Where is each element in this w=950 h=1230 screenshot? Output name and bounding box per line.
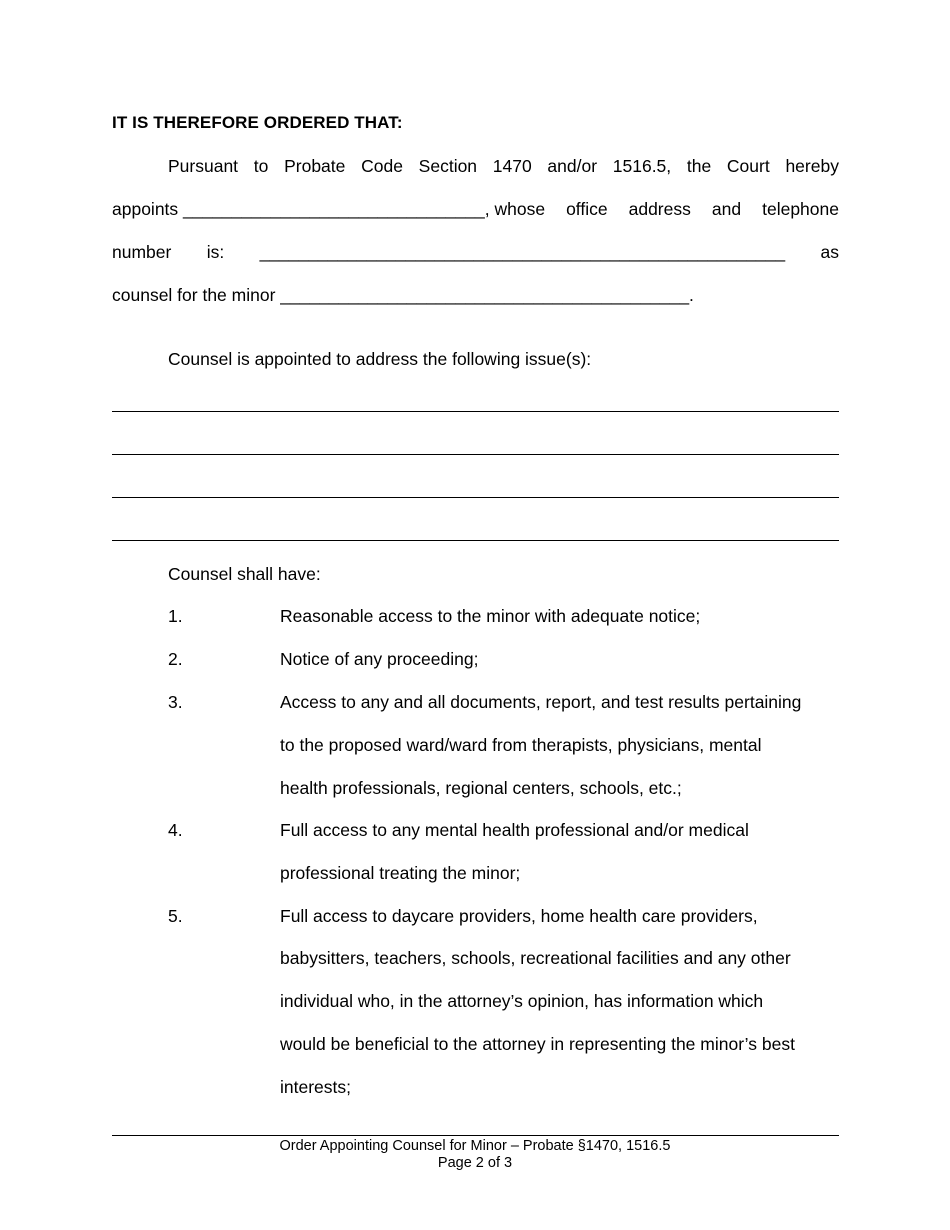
word: and/or — [547, 156, 598, 176]
word: to — [253, 156, 269, 176]
order-heading: IT IS THEREFORE ORDERED THAT: — [112, 113, 403, 132]
issue-blank-line-2 — [112, 454, 839, 455]
word: office — [566, 199, 608, 219]
list-number: 2. — [168, 649, 183, 669]
word: Code — [361, 156, 403, 176]
issue-blank-line-1 — [112, 411, 839, 412]
footer-divider — [112, 1135, 839, 1136]
list-item-text: Reasonable access to the minor with adequate notice; — [280, 606, 701, 626]
paragraph-line-3 — [112, 241, 839, 263]
word: Pursuant — [168, 156, 239, 176]
word: is: — [206, 242, 225, 262]
list-item-text: Full access to any mental health professional and/or medical — [280, 820, 749, 840]
issue-blank-line-4 — [112, 540, 839, 541]
paragraph-line-1 — [168, 155, 839, 177]
counsel-shall-have: Counsel shall have: — [168, 564, 321, 584]
word: number — [112, 242, 172, 262]
list-item-text: would be beneficial to the attorney in representing the minor’s best — [280, 1034, 795, 1054]
list-item-text: Notice of any proceeding; — [280, 649, 479, 669]
list-number: 1. — [168, 606, 183, 626]
list-number: 3. — [168, 692, 183, 712]
paragraph-line-2 — [112, 198, 839, 220]
issue-blank-line-3 — [112, 497, 839, 498]
word: Section — [418, 156, 478, 176]
list-item-text: health professionals, regional centers, schools, etc.; — [280, 778, 682, 798]
word: 1516.5, — [612, 156, 672, 176]
footer-title: Order Appointing Counsel for Minor – Probate §1470, 1516.5 — [279, 1138, 671, 1154]
page-number: Page 2 of 3 — [437, 1155, 513, 1171]
word: hereby — [785, 156, 839, 176]
word: Probate — [284, 156, 346, 176]
word: as — [820, 242, 839, 262]
list-item-text: individual who, in the attorney’s opinion, has information which — [280, 991, 764, 1011]
word: telephone — [762, 199, 839, 219]
word: the — [686, 156, 712, 176]
address-blank-field: ______________________________________________________ — [259, 242, 786, 262]
list-item-text: interests; — [280, 1077, 351, 1097]
list-item-text: babysitters, teachers, schools, recreational facilities and any other — [280, 948, 791, 968]
word: and — [711, 199, 742, 219]
word: address — [628, 199, 691, 219]
list-item-text: Full access to daycare providers, home health care providers, — [280, 906, 758, 926]
list-item-text: Access to any and all documents, report, and test results pertaining — [280, 692, 802, 712]
word: Court — [726, 156, 770, 176]
paragraph-line-4: counsel for the minor __________________________________________. — [112, 285, 694, 305]
list-item-text: professional treating the minor; — [280, 863, 521, 883]
list-number: 5. — [168, 906, 183, 926]
issues-intro: Counsel is appointed to address the following issue(s): — [168, 349, 592, 369]
word: 1470 — [492, 156, 532, 176]
list-item-text: to the proposed ward/ward from therapists, physicians, mental — [280, 735, 762, 755]
list-number: 4. — [168, 820, 183, 840]
appoints-field: appoints _______________________________, whose — [112, 199, 546, 219]
